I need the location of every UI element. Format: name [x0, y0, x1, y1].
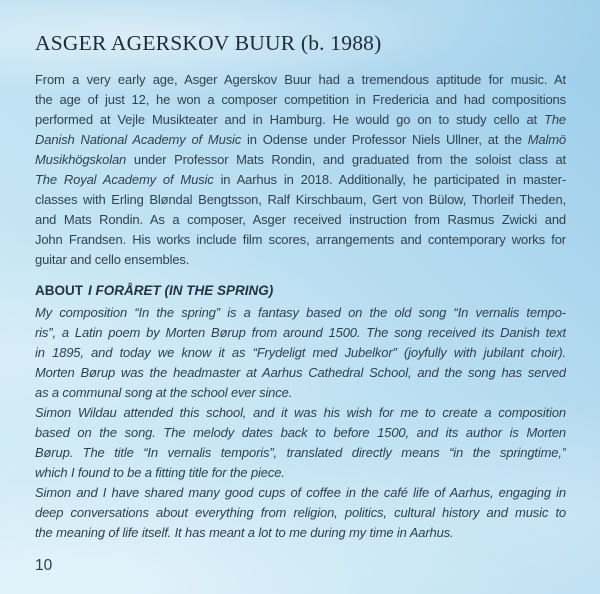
bio-line	[35, 130, 566, 150]
about-line: which I found to be a fitting title for the piece.	[35, 465, 285, 480]
text-run: guitar and cello ensembles.	[35, 252, 190, 267]
about-line: as a communal song at the school ever since.	[35, 385, 293, 400]
about-section	[35, 282, 566, 543]
about-line: My composition “In the spring” is a fantasy based on the old song “In vernalis tempo-	[35, 305, 566, 320]
text-run: the age of just 12, he won a composer competition in Fredericia and had compositions	[35, 92, 566, 107]
about-line: Morten Børup was the headmaster at Aarhus Cathedral School, and the song has served	[35, 365, 566, 380]
about-paragraph	[35, 303, 566, 403]
about-heading	[35, 282, 566, 300]
about-heading-prefix: ABOUT	[35, 283, 83, 298]
about-line: in 1895, and today we know it as “Frydeligt med Jubelkor” (joyfully with jubilant choir).	[35, 345, 566, 360]
page-title: ASGER AGERSKOV BUUR (b. 1988)	[35, 31, 382, 55]
about-line: based on the song. The melody dates back to before 1500, and its author is Morten	[35, 425, 566, 440]
text-run: classes with Erling Bløndal Bengtsson, Ralf Kirschbaum, Gert von Bülow, Thorleif Theden,	[35, 192, 566, 207]
text-run: John Frandsen. His works include film scores, arrangements and contemporary works for	[35, 232, 566, 247]
bio-line	[35, 110, 566, 130]
about-line: the meaning of life itself. It has meant a lot to me during my time in Aarhus.	[35, 525, 454, 540]
about-line: deep conversations about everything from religion, politics, cultural history and music to	[35, 505, 566, 520]
text-run: in Aarhus in 2018. Additionally, he participated in master-	[213, 172, 566, 187]
text-run: performed at Vejle Musikteater and in Hamburg. He would go on to study cello at	[35, 112, 545, 127]
bio-line	[35, 210, 566, 230]
bio-line	[35, 150, 566, 170]
italic-text-run: Musikhögskolan	[35, 152, 127, 167]
about-heading-work-title: I FORÅRET (IN THE SPRING)	[88, 283, 274, 298]
about-paragraph	[35, 403, 566, 483]
text-run: in Odense under Professor Niels Ullner, at the	[241, 132, 528, 147]
italic-text-run: Danish National Academy of Music	[35, 132, 242, 147]
italic-text-run: The Royal Academy of Music	[35, 172, 214, 187]
bio-line	[35, 250, 566, 270]
bio-line	[35, 70, 566, 90]
about-line: Simon and I have shared many good cups of coffee in the café life of Aarhus, engaging in	[35, 485, 566, 500]
bio-line	[35, 170, 566, 190]
italic-text-run: Malmö	[527, 132, 566, 147]
bio-line	[35, 190, 566, 210]
about-paragraphs	[35, 303, 566, 543]
page-number: 10	[35, 557, 53, 574]
about-paragraph	[35, 483, 566, 543]
about-line: Børup. The title “In vernalis temporis”, translated directly means “in the springtime,”	[35, 445, 566, 460]
bio-line	[35, 90, 566, 110]
about-line: Simon Wildau attended this school, and it was his wish for me to create a composition	[35, 405, 566, 420]
italic-text-run: The	[544, 112, 566, 127]
bio-paragraph	[35, 70, 566, 270]
text-run: under Professor Mats Rondin, and graduated from the soloist class at	[126, 152, 566, 167]
text-run: From a very early age, Asger Agerskov Buur had a tremendous aptitude for music. At	[35, 72, 566, 87]
bio-line	[35, 230, 566, 250]
about-line: ris”, a Latin poem by Morten Børup from around 1500. The song received its Danish text	[35, 325, 566, 340]
text-run: and Mats Rondin. As a composer, Asger received instruction from Rasmus Zwicki and	[35, 212, 566, 227]
